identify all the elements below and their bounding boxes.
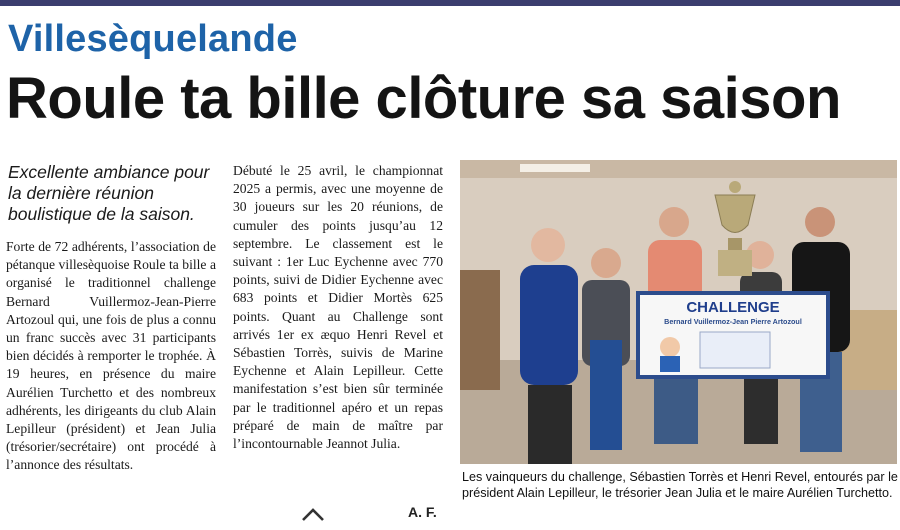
top-color-bar	[0, 0, 900, 6]
section-town-heading: Villesèquelande	[8, 18, 298, 60]
article-column-2: Débuté le 25 avril, le championnat 2025 a permis, avec une moyenne de 30 joueurs sur les 20 réunions, de cumuler des points jusqu’au 12 septembre. Le classement est le suivant : 1er Luc Eychenne avec 770 points, suivi de Didier Eychenne avec 683 points et Didier Mortès 625 points. Quant au Challenge sont arrivés 1er ex æquo Henri Revel et Sébastien Torrès, suivis de Marine Eychenne et Alain Lepilleur. Cette manifestation s’est bien sûr terminée par le traditionnel apéro et un repas préparé de main de maître par l’incontournable Jeannot Julia.	[233, 163, 443, 452]
chevron-up-icon[interactable]	[300, 505, 326, 523]
photo-caption: Les vainqueurs du challenge, Sébastien Torrès et Henri Revel, entourés par le président Alain Lepilleur, le trésorier Jean Julia et le maire Aurélien Turchetto.	[462, 470, 898, 500]
banner-subtitle: Bernard Vuillermoz-Jean Pierre Artozoul	[664, 317, 802, 326]
article-headline: Roule ta bille clôture sa saison	[6, 66, 841, 131]
author-signature: A. F.	[408, 504, 437, 520]
article-column-1: Forte de 72 adhérents, l’association de pétanque villesèquoise Roule ta bille a organisé le traditionnel challenge Bernard Vuillermoz-Jean-Pierre Artozoul qui, une fois de plus a connu un franc succès avec 31 participants bien décidés à remporter le trophée. À 19 heures, en présence du maire Aurélien Turchetto et des nombreux adhérents, les dirigeants du club Alain Lepilleur (président) et Jean Julia (trésorier/secrétaire) ont procédé à l’annonce des résultats.	[6, 239, 216, 473]
article-photo	[460, 160, 897, 464]
photo-illustration	[460, 160, 897, 464]
banner-title: CHALLENGE	[686, 299, 780, 316]
article-lead: Excellente ambiance pour la dernière réunion boulistique de la saison.	[8, 162, 210, 224]
